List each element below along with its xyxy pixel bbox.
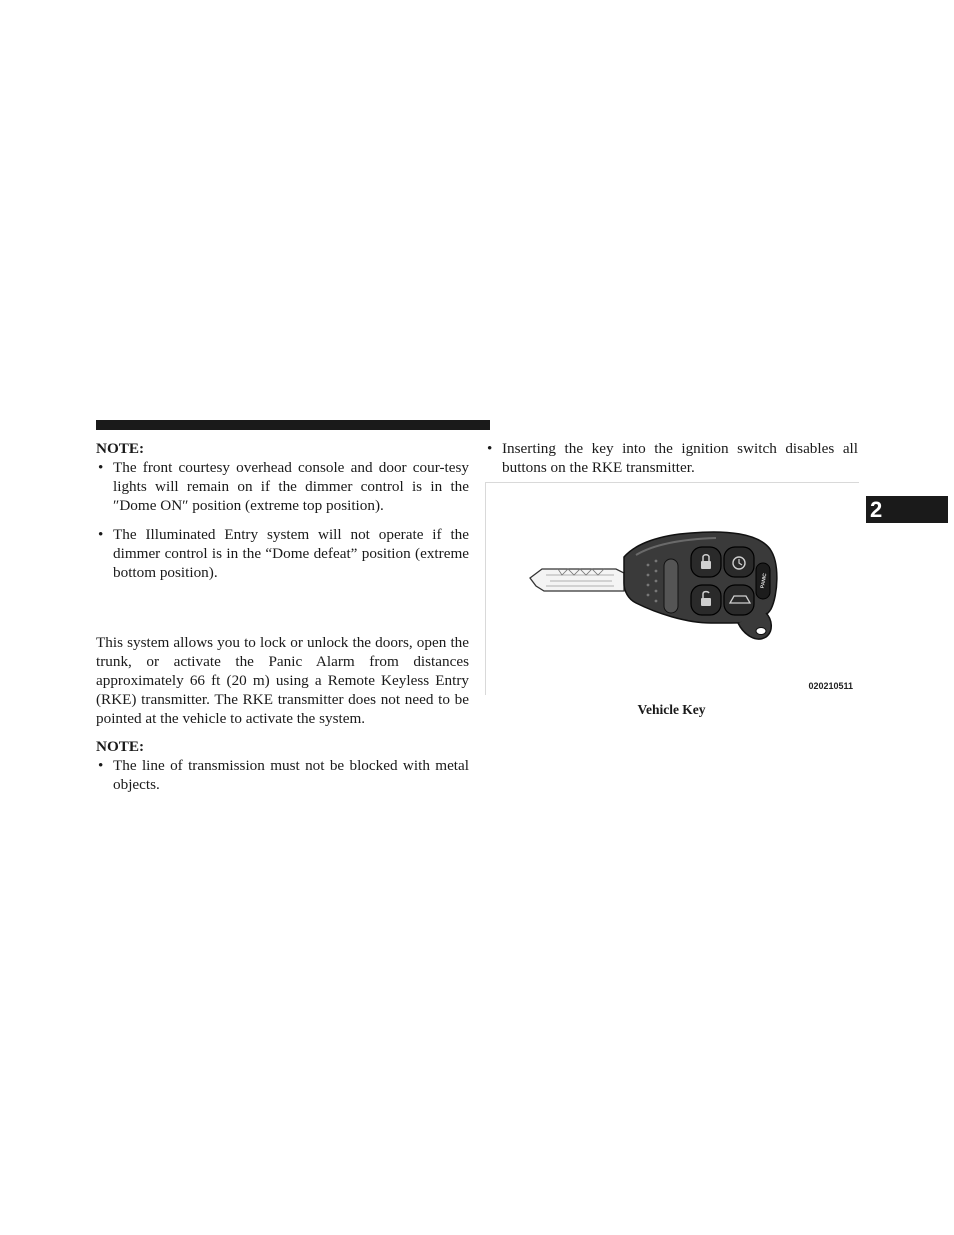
note-list [96,756,469,794]
bullet-list [485,439,858,477]
chapter-tab: 2 [866,496,948,523]
note-label: NOTE: [96,738,145,755]
panic-button-label: PANIC [759,572,769,589]
bullet-icon: • [98,757,104,774]
rke-description-paragraph: This system allows you to lock or unlock the doors, open the trunk, or activate the Panic Alarm from distances approximately 66 ft (20 m) using a Remote Keyless Entry (RKE) transmitter. The RKE transmitter does not need to be pointed at the vehicle to activate the system. [96,634,469,727]
section-rule-bar [96,420,490,430]
note-list [96,458,469,582]
figure-code: 020210511 [808,681,853,691]
note-item [96,756,469,794]
left-column [96,439,469,804]
bullet-icon: • [98,526,104,543]
list-item-text: Inserting the key into the ignition switch disables all buttons on the RKE transmitter. [502,440,858,476]
note-item-text: The Illuminated Entry system will not operate if the dimmer control is in the “Dome defeat” position (extreme bottom position). [113,526,469,581]
note-label: NOTE: [96,440,145,457]
bullet-icon: • [98,459,104,476]
vehicle-key-illustration-icon [486,483,859,695]
list-item [485,439,858,477]
bullet-icon: • [487,440,493,457]
right-column [485,439,858,487]
figure-caption: Vehicle Key [637,702,706,717]
note-item [96,458,469,515]
note-item-text: The front courtesy overhead console and door cour-tesy lights will remain on if the dimmer control is in the ″Dome ON″ position (extreme top position). [113,459,469,514]
vehicle-key-figure [485,482,859,695]
note-item-text: The line of transmission must not be blocked with metal objects. [113,757,469,793]
note-item [96,525,469,582]
